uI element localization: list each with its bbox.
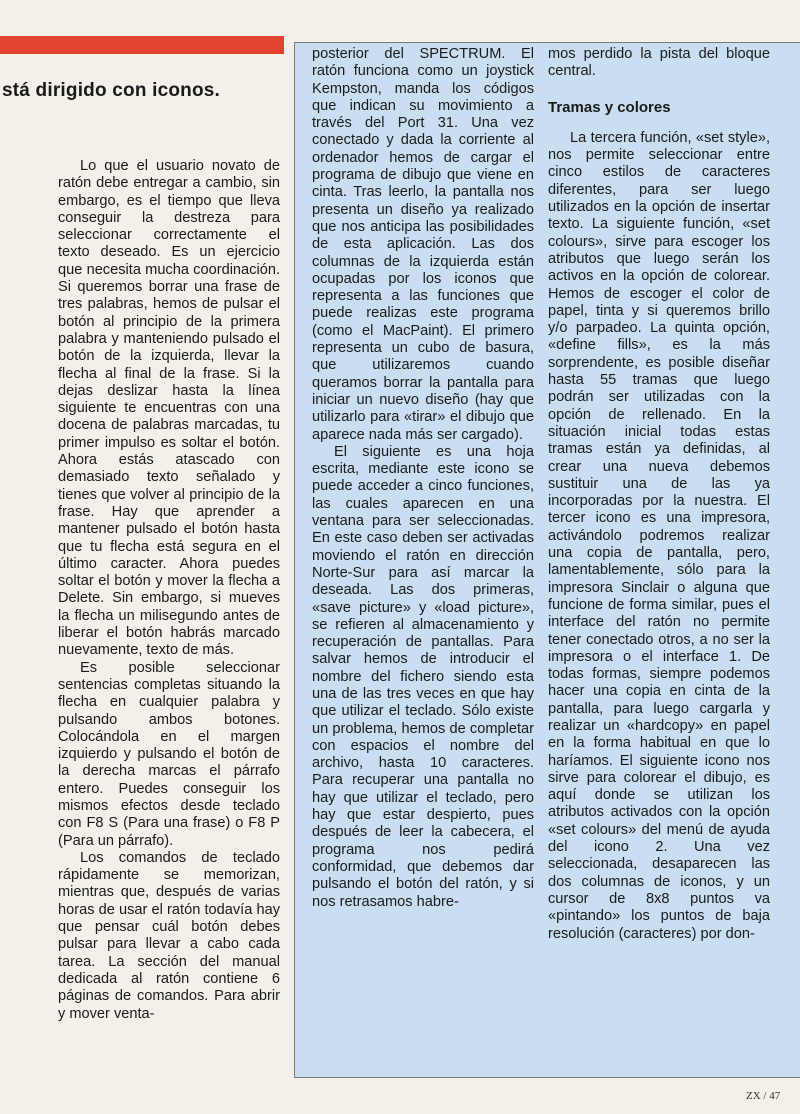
paragraph: mos perdido la pista del bloque central. xyxy=(548,46,770,80)
article-column-1 xyxy=(58,158,280,1023)
paragraph: El siguiente es una hoja escrita, mediante este icono se puede acceder a cinco funciones, las cuales aparecen en una ventana para ser seleccionadas. En este caso deben ser activadas moviendo el ratón en dirección Norte-Sur para así marcar la deseada. Las dos primeras, «save picture» y «load picture», se refieren al almacenamiento y recuperación de pantallas. Para salvar hemos de introducir el nombre del fichero siendo esta una de las tres veces en que hay que utilizar el teclado. Sólo existe un problema, hemos de completar con espacios el nombre del archivo, hasta 10 caracteres. Para recuperar una pantalla no hay que utilizar el teclado, pero hay que estar despierto, pues después de leer la cabecera, el programa nos pedirá conformidad, que debemos dar pulsando el botón del ratón, y si nos retrasamos habre- xyxy=(312,443,534,910)
sidebar-column-2 xyxy=(548,46,770,943)
paragraph: Los comandos de teclado rápidamente se memorizan, mientras que, después de varias horas de usar el ratón todavía hay que pensar cuál botón debes pulsar para llevar a cabo cada tarea. La sección del manual dedicada al ratón contiene 6 páginas de comandos. Para abrir y mover venta- xyxy=(58,849,280,1022)
paragraph: La tercera función, «set style», nos permite seleccionar entre cinco estilos de caracteres diferentes, para ser luego utilizados en la opción de insertar texto. La siguiente función, «set colours», sirve para escoger los atributos que luego serán los activos en la opción de colorear. Hemos de escoger el color de papel, tinta y si queremos brillo y/o parpadeo. La quinta opción, «define fills», es la más sorprendente, es posible diseñar hasta 55 tramas que luego podrán ser utilizadas con la opción de rellenado. En la situación inicial todas estas tramas están ya definidas, al crear una nueva debemos sustituir una de las ya incorporadas por la nuestra. El tercer icono es una impresora, activándolo podremos realizar una copia de pantalla, pero, lamentablemente, sólo para la impresora Sinclair o alguna que funcione de forma similar, pues el interface del ratón no permite tener conectado otros, a no ser la impresora o el interface 1. De todas formas, siempre podemos hacer una copia en cinta de la pantalla, para luego cargarla y realizar un «hardcopy» en papel en la forma habitual en que lo haríamos. El siguiente icono nos sirve para colorear el dibujo, es aquí donde se utilizan los atributos activados con la opción «set colours» del menú de ayuda del icono 2. Una vez seleccionada, desaparecen las dos columnas de iconos, y un cursor de 8x8 puntos va «pintando» los puntos de baja resolución (caracteres) por don- xyxy=(548,129,770,942)
red-header-bar xyxy=(0,36,284,54)
paragraph: Es posible seleccionar sentencias completas situando la flecha en cualquier palabra y pulsando ambos botones. Colocándola en el margen izquierdo y pulsando el botón de la derecha marcas el párrafo entero. Puedes conseguir los mismos efectos desde teclado con F8 S (Para una frase) o F8 P (Para un párrafo). xyxy=(58,659,280,849)
headline: stá dirigido con iconos. xyxy=(2,80,221,101)
sidebar-column-1 xyxy=(312,46,534,911)
paragraph: posterior del SPECTRUM. El ratón funciona como un joystick Kempston, manda los códigos que indican su movimiento a través del Port 31. Una vez conectado y dada la corriente al ordenador hemos de cargar el programa de dibujo que viene en cinta. Tras leerlo, la pantalla nos presenta un diseño ya realizado que nos anticipa las posibilidades de esta aplicación. Las dos columnas de la izquierda están ocupadas por los iconos que representa a las funciones que puede realizas este programa (como el MacPaint). El primero representa un cubo de basura, que utilizaremos cuando queramos borrar la pantalla para iniciar un nuevo diseño (hay que utilizarlo para «tirar» el dibujo que aparece nada más ser cargado). xyxy=(312,46,534,443)
section-heading: Tramas y colores xyxy=(548,98,671,116)
paragraph: Lo que el usuario novato de ratón debe entregar a cambio, sin embargo, es el tiempo que lleva conseguir la destreza para seleccionar correctamente el texto deseado. Es un ejercicio que necesita mucha coordinación. Si queremos borrar una frase de tres palabras, hemos de pulsar el botón al principio de la primera palabra y manteniendo pulsado el botón de la izquierda, llevar la flecha al final de la frase. Si la dejas deslizar hasta la línea siguiente te encuentras con una docena de palabras marcadas, tu primer impulso es soltar el botón. Ahora estás atascado con demasiado texto señalado y tienes que volver al principio de la frase. Hay que aprender a mantener pulsado el botón hasta que tu flecha está segura en el último caracter. Ahora puedes soltar el botón y mover la flecha a Delete. Sin embargo, si mueves la flecha un milisegundo antes de liberar el botón habrás marcado nuevamente, texto de más. xyxy=(58,158,280,659)
page-number: ZX / 47 xyxy=(746,1090,781,1102)
